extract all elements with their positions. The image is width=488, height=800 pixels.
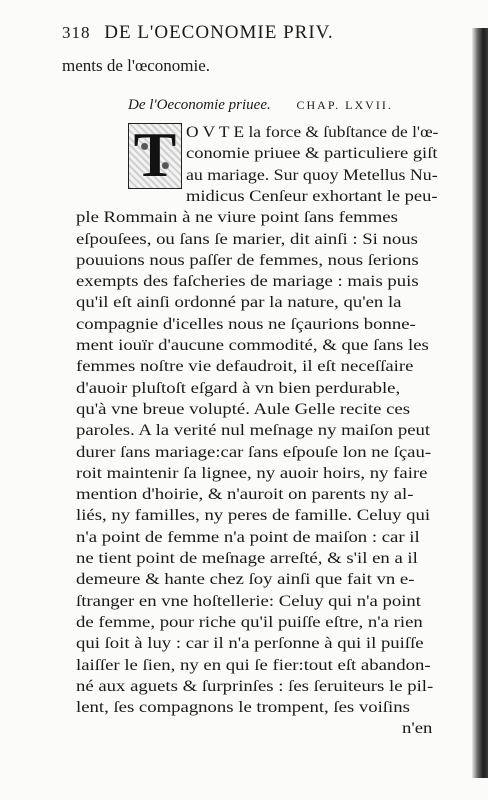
- page-binding-shadow: [472, 28, 488, 778]
- text-line: n'en: [402, 718, 433, 738]
- text-line: lent, ſes compagnons le trompent, ſes voiſins: [76, 697, 410, 717]
- text-line: ne tient point de meſnage arreſté, & s'il en a il: [76, 548, 418, 567]
- text-line: qu'à vne breue volupté. Aule Gelle recite ces: [76, 398, 411, 418]
- running-header: [62, 22, 442, 44]
- running-title: DE L'OECONOMIE PRIV.: [104, 22, 334, 43]
- text-line: d'auoir pluſtoſt eſgard à vn bien perdurable,: [76, 377, 401, 397]
- text-line: compagnie d'icelles nous ne ſçaurions bonne-: [76, 313, 416, 333]
- ornamental-initial: [128, 123, 182, 189]
- text-line: ſtranger en vne hoſtellerie: Celuy qui n'a point: [76, 590, 421, 610]
- text-line: pouuions nous paſſer de femmes, nous ſerions: [76, 249, 419, 269]
- continuation-line: ments de l'œconomie.: [62, 56, 211, 75]
- text-line: de femme, pour riche qu'il puiſſe eſtre, n'a rien: [76, 611, 423, 631]
- text-line: eſpouſees, ou ſans ſe marier, dit ainſi : Si nous: [76, 228, 418, 248]
- text-line: mention d'hoirie, & n'auroit on parents ny al-: [76, 484, 414, 504]
- chapter-label: CHAP. LXVII.: [296, 98, 393, 112]
- text-line: qu'il eſt ainſi ordonné par la nature, qu'en la: [76, 292, 402, 312]
- section-heading: [128, 97, 428, 114]
- text-line: n'a point de femme n'a point de maiſon : car il: [76, 526, 420, 546]
- text-line: midicus Cenſeur exhortant le peu-: [186, 185, 438, 205]
- text-line: paroles. A la verité nul meſnage ny maiſon peut: [76, 420, 431, 440]
- section-title: De l'Oeconomie priuee.: [128, 97, 271, 113]
- text-line: O V T E la force & ſubſtance de l'œ-: [186, 122, 439, 141]
- text-line: conomie priuee & particuliere giſt: [186, 143, 438, 163]
- text-line: demeure & hante chez ſoy ainſi que fait vn e-: [76, 569, 415, 589]
- text-line: né aux aguets & ſurprinſes : ſes ſeruiteurs le pil-: [76, 675, 434, 695]
- text-line: femmes noſtre vie defaudroit, il eſt neceſſaire: [76, 356, 414, 376]
- page-number: 318: [62, 23, 91, 42]
- text-line: ple Rommain à ne viure point ſans femmes: [76, 207, 398, 227]
- drop-cap-letter: T: [133, 123, 177, 189]
- text-line: durer ſans mariage:car ſans eſpouſe lon ne ſçau-: [76, 441, 432, 461]
- text-line: laiſſer le ſien, ny en qui ſe fier:tout eſt abandon-: [76, 654, 431, 674]
- text-line: exempts des faſcheries de mariage : mais puis: [76, 271, 419, 291]
- text-line: roit maintenir ſa lignee, ny auoir hoirs, ny faire: [76, 462, 428, 482]
- text-line: ment iouïr d'aucune commodité, & que ſans les: [76, 335, 429, 354]
- text-line: qui ſoit à luy : car il n'a perſonne à qui il puiſſe: [76, 633, 424, 653]
- text-line: au mariage. Sur quoy Metellus Nu-: [186, 164, 438, 184]
- text-line: liés, ny familles, ny peres de famille. Celuy qui: [76, 505, 431, 525]
